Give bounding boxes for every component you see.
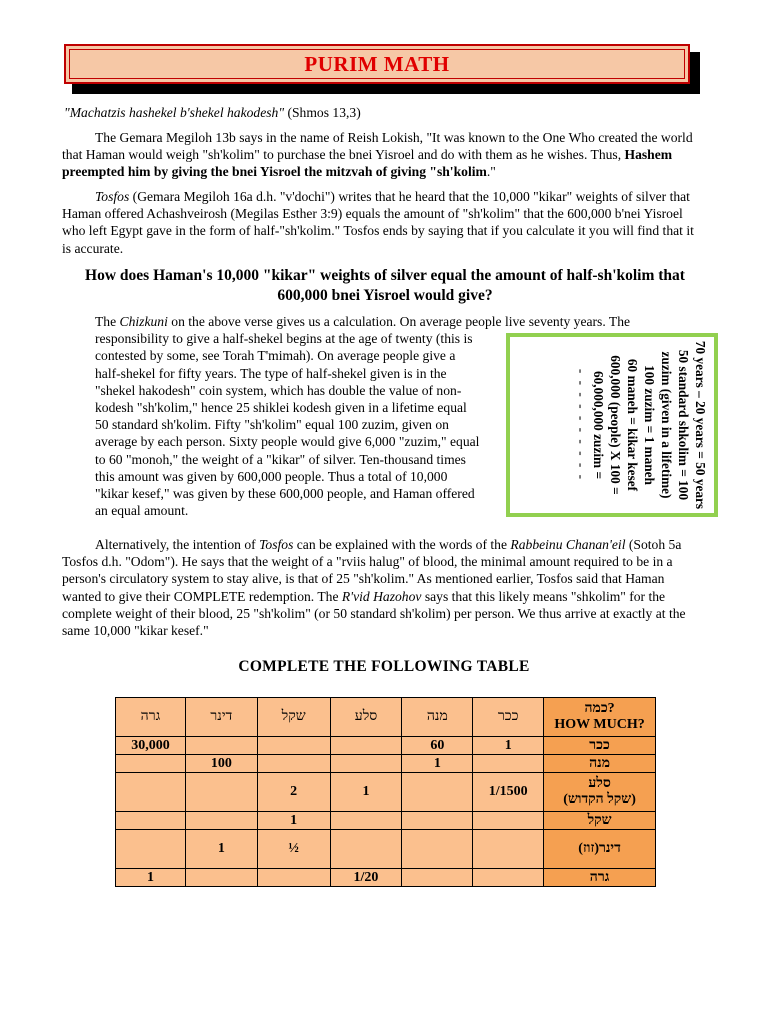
table-cell[interactable]: 1 [473,737,544,755]
table-cell[interactable] [185,869,257,887]
table-cell[interactable] [402,773,473,812]
header-cell: שקל [257,698,330,737]
p5-text-c: (Sotoh 5a Tosfos d.h. "Odom"). He says that the weight of a "rviis halug" of blood, the minimal amount required to be in a person's circulatory system to stay alive, is that of 25 "sh'kolim." As mentioned earlier, Tosfos said that Haman wanted to give their COMPLETE redemption. The [62,537,682,604]
paragraph-gemara-text: The Gemara Megiloh 13b says in the name of Reish Lokish, "It was known to the One Who created the world that Haman would weigh "sh'kolim" to purchase the bnei Yisroel and do with them as he wishes. Thus, [62,130,693,163]
table-cell[interactable]: 1 [402,755,473,773]
chizkuni-line: to 60 "monoh," the weight of a "kikar" of silver. Ten-thousand times [95,451,466,467]
table-header-row [116,698,656,737]
table-cell[interactable]: 1 [116,869,186,887]
chizkuni-first-line: on the above verse gives us a calculation. On average people live seventy years. The [167,314,631,329]
row-header: (דינר(זוז [544,830,656,869]
chizkuni-intro: The [95,314,120,329]
corner-header-en: HOW MUCH? [554,717,645,732]
table-cell[interactable] [116,755,186,773]
row-header [544,773,656,812]
calculation-rotated-text [511,340,709,510]
table-cell[interactable] [116,812,186,830]
row-header: ככר [544,737,656,755]
chizkuni-line: this amount was given by 600,000 people. Thus a total of 10,000 [95,468,448,484]
paragraph-gemara-bold: Hashem preempted him by giving the bnei Yisroel the mitzvah of giving "sh'kolim [62,147,673,180]
calc-line: 600,000 (people) X 100 = 60,000,000 zuzim = [591,355,623,495]
table-row [116,830,656,869]
chizkuni-line: contested by some, see Torah T'mimah). On average people give a [95,348,456,364]
chizkuni-line: "kikar kesef," was given by these 600,000 people, and Haman offered [95,486,475,502]
table-cell[interactable] [185,812,257,830]
table-cell[interactable] [116,830,186,869]
table-cell[interactable] [473,812,544,830]
table-cell[interactable] [330,755,402,773]
header-cell: סלע [330,698,402,737]
table-cell[interactable]: 60 [402,737,473,755]
row-header: מנה [544,755,656,773]
chizkuni-line: "shekel hakodesh" coin system, which has double the value of non- [95,382,462,398]
calc-line: 50 standard shkolim = 100 zuzim (given in a lifetime) [659,349,691,501]
title-banner [64,44,690,84]
verse-quote: "Machatzis hashekel b'shekel hakodesh" [64,105,285,120]
table-cell[interactable]: 1 [185,830,257,869]
verse-source: (Shmos 13,3) [284,105,361,120]
table-cell[interactable]: 2 [257,773,330,812]
chizkuni-line: responsibility to give a half-shekel begins at the age of twenty (this is [95,331,473,347]
row-header: שקל [544,812,656,830]
table-cell[interactable]: 1 [330,773,402,812]
header-cell: מנה [402,698,473,737]
table-cell[interactable] [330,830,402,869]
table-cell[interactable] [473,830,544,869]
table-cell[interactable]: 100 [185,755,257,773]
table-cell[interactable] [402,830,473,869]
calc-line: 60 maneh = kikar kesef [625,358,640,492]
chizkuni-name: Chizkuni [119,314,168,329]
table-cell[interactable]: 1 [257,812,330,830]
table-cell[interactable] [402,812,473,830]
corner-header [544,698,656,737]
verse-citation [64,104,704,121]
p5-text-b: can be explained with the words of the [293,537,511,552]
header-cell: דינר [185,698,257,737]
paragraph-gemara-end: ." [486,164,496,180]
table-row [116,773,656,812]
header-cell: ככר [473,698,544,737]
table-row [116,755,656,773]
table-title: COMPLETE THE FOLLOWING TABLE [238,658,530,675]
calc-dashes: - - - - - - - - - - [574,368,589,482]
conversion-table [115,697,656,887]
chizkuni-line: an equal amount. [95,503,189,519]
calc-line: 70 years – 20 years = 50 years [693,340,708,510]
paragraph-rabbeinu-chananeil [62,536,706,639]
calculation-box [506,333,718,517]
table-row [116,737,656,755]
table-row [116,812,656,830]
p5-italic-rvid: R'vid Hazohov [341,588,422,604]
chizkuni-line: 50 standard sh'kolim. Fifty "sh'kolim" equal 100 zuzim, given on [95,417,449,433]
row-header: גרה [544,869,656,887]
paragraph-tosfos-text: (Gemara Megiloh 16a d.h. "v'dochi") writes that he heard that the 10,000 "kikar" weights of silver that Haman offered Achashveirosh (Megilas Esther 3:9) equals the amount of "sh'kolim" that the 600,000 b'nei Yisroel who left Egypt gave in the form of half-"sh'kolim." Tosfos ends by saying that if you calculate it you will find that it is accurate. [62,189,694,256]
table-cell[interactable]: 30,000 [116,737,186,755]
table-cell[interactable] [330,737,402,755]
chizkuni-line: kodesh "sh'kolim," hence 25 shiklei kodesh given in a lifetime equal [95,400,467,416]
table-cell[interactable] [257,755,330,773]
calc-line: 100 zuzim = 1 maneh [642,365,657,485]
table-cell[interactable] [185,773,257,812]
corner-header-he: כמה? [584,701,615,716]
table-cell[interactable] [402,869,473,887]
table-cell[interactable] [116,773,186,812]
paragraph-tosfos [62,188,706,257]
table-cell[interactable]: 1/20 [330,869,402,887]
table-cell[interactable]: ½ [257,830,330,869]
p5-italic-tosfos: Tosfos [259,537,294,552]
p5-italic-chananeil: Rabbeinu Chanan'eil [510,537,626,552]
row-header-line: סלע [588,776,611,791]
table-cell[interactable] [473,869,544,887]
header-cell: גרה [116,698,186,737]
table-cell[interactable]: 1/1500 [473,773,544,812]
table-cell[interactable] [257,869,330,887]
question-heading: How does Haman's 10,000 "kikar" weights of silver equal the amount of half-sh'kolim that 600,000 bnei Yisroel would give? [85,267,685,304]
table-row [116,869,656,887]
p5-text-d: says that this likely means "shkolim" for the complete weight of their blood, 25 "sh'kolim" (or 50 standard sh'kolim) per person. We thus arrive at exactly at the same 10,000 "kikar kesef." [62,588,686,639]
table-cell[interactable] [185,737,257,755]
tosfos-label: Tosfos [95,189,130,204]
chizkuni-line: half-shekel for fifty years. The type of half-shekel given is in the [95,365,447,381]
page-title: PURIM MATH [304,51,450,76]
p5-text-a: Alternatively, the intention of [95,537,260,552]
table-cell[interactable] [257,737,330,755]
paragraph-gemara [62,129,706,181]
table-cell[interactable] [473,755,544,773]
chizkuni-line: average by each person. Sixty people would give 6,000 "zuzim," equal [95,434,480,450]
row-header-line: (שקל הקדוש) [563,792,636,807]
table-cell[interactable] [330,812,402,830]
